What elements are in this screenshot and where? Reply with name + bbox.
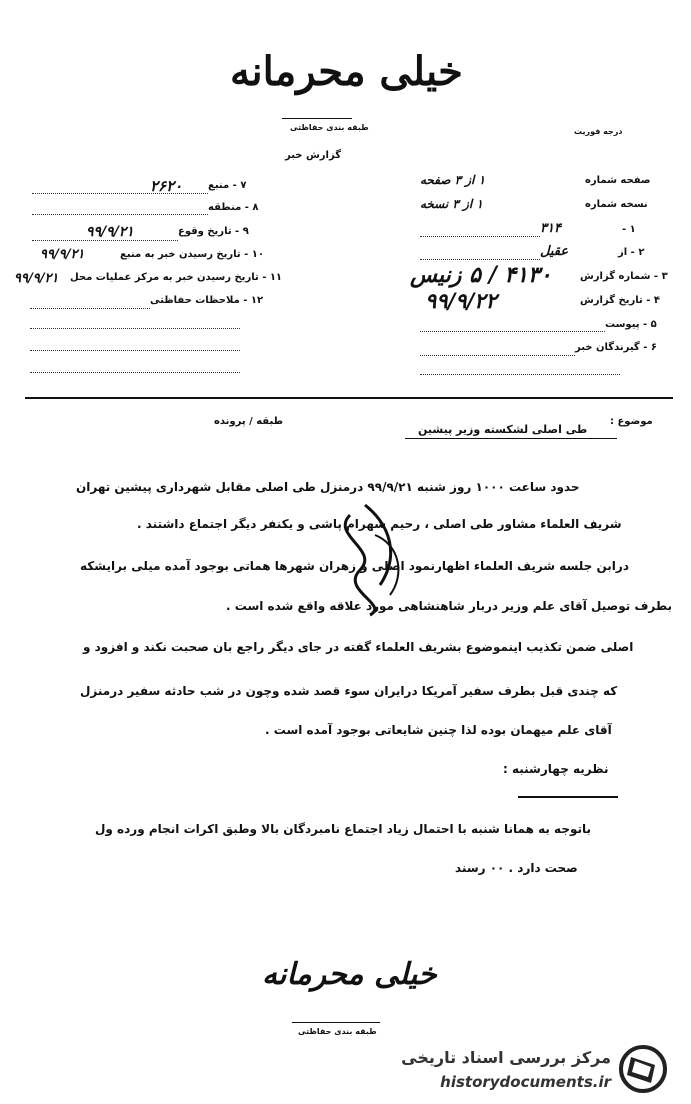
field-label: ۷ - منبع	[208, 180, 247, 191]
watermark-url[interactable]: historydocuments.ir	[440, 1073, 611, 1091]
signature-underline	[292, 1022, 380, 1023]
field-line	[420, 331, 605, 332]
field-value: ۹۹/۹/۲۱	[40, 247, 85, 262]
field-line	[32, 214, 208, 215]
field-value: ۹۹/۹/۲۱	[14, 271, 59, 286]
field-label: ۹ - تاریخ وقوع	[178, 226, 249, 237]
field-label: ۸ - منطقه	[208, 202, 259, 213]
field-value: ۴۱۳۰ / ۵ زنیس	[410, 262, 552, 288]
opinion-line: صحت دارد . ۰۰ رسند	[455, 861, 578, 875]
body-line: حدود ساعت ۱۰۰۰ روز شنبه ۹۹/۹/۲۱ درمنزل طی اصلی مقابل شهرداری پیشین تهران	[76, 480, 580, 494]
field-line	[32, 193, 208, 194]
field-value: ۱ از ۳ صفحه	[420, 173, 486, 187]
classification-heading: خیلی محرمانه	[230, 48, 463, 95]
field-label: ۴ - تاریخ گزارش	[580, 295, 660, 306]
field-line	[30, 328, 240, 329]
field-line	[30, 372, 240, 373]
archive-logo	[613, 1043, 673, 1095]
field-label: ۲ - از	[618, 247, 645, 258]
subject-underline	[405, 438, 617, 439]
field-value: ۹۹/۹/۲۱	[86, 224, 134, 240]
field-label: ۶ - گیرندگان خبر	[575, 342, 657, 353]
field-value: ۹۹/۹/۲۲	[425, 288, 497, 313]
field-line	[32, 240, 178, 241]
field-value: ۲۶۲۰	[150, 177, 183, 195]
field-label: ۱۱ - تاریخ رسیدن خبر به مرکز عملیات محل	[70, 272, 283, 283]
field-label: ۵ - پیوست	[605, 319, 657, 330]
body-line: بطرف توصیل آقای علم وزیر دربار شاهنشاهی مورد علاقه واقع شده است .	[226, 599, 673, 613]
opinion-rule	[518, 796, 618, 798]
signature-subtitle: طبقه بندی حفاظتی	[298, 1027, 377, 1036]
field-line	[30, 350, 240, 351]
field-label: نسخه شماره	[585, 199, 648, 210]
body-line: که چندی قبل بطرف سفیر آمریکا درایران سوء قصد شده وچون در شب حادثه سفیر درمنزل	[80, 684, 618, 698]
handwritten-annotation	[320, 495, 420, 625]
report-type: گزارش خبر	[285, 150, 342, 161]
field-label: ۱ -	[622, 224, 636, 235]
body-line: آقای علم میهمان بوده لذا چنین شایعاتی بوجود آمده است .	[265, 723, 612, 737]
field-label: ۱۰ - تاریخ رسیدن خبر به منبع	[120, 249, 264, 260]
opinion-label: نظریه چهارشنبه :	[503, 762, 609, 776]
body-line: شریف العلماء مشاور طی اصلی ، رحیم شهرام پاشی و یکنفر دیگر اجتماع داشتند .	[137, 517, 622, 531]
header-underline	[282, 118, 352, 119]
field-label: ۳ - شماره گزارش	[580, 271, 668, 282]
field-line	[420, 236, 540, 237]
field-line	[420, 374, 620, 375]
field-label: ۱۲ - ملاحظات حفاظتی	[150, 295, 264, 306]
body-line: اصلی ضمن تکذیب اینموضوع بشریف العلماء گفته در جای دیگر راجع بان صحبت نکند و افزود و	[83, 640, 634, 654]
classification-subtitle: طبقه بندی حفاظتی	[290, 123, 369, 132]
field-value: عقیل	[540, 244, 569, 259]
subject-label: موضوع :	[610, 416, 653, 427]
field-line	[420, 355, 575, 356]
watermark-title: مرکز بررسی اسناد تاریخی	[401, 1048, 611, 1067]
opinion-line: باتوجه به همانا شنبه با احتمال زیاد اجتماع نامبردگان بالا وطبق اکرات انجام ورده ول	[95, 822, 592, 836]
subject-side-label: طبقه / پرونده	[214, 416, 284, 427]
body-line: درابن جلسه شریف العلماء اظهارنمود اصلی و زهران شهرها هماتی بوجود آمده میلی برایشکه	[80, 559, 629, 573]
field-line	[30, 308, 150, 309]
signature-stamp: خیلی محرمانه	[262, 957, 437, 992]
field-value: ۳۱۴	[540, 221, 561, 236]
field-line	[420, 259, 540, 260]
subject-text: طی اصلی لشکسته وزیر پیشین	[418, 423, 588, 436]
priority-label: درجه فوریت	[574, 127, 623, 136]
section-divider	[25, 397, 673, 399]
field-label: صفحه شماره	[585, 175, 651, 186]
field-value: ۱ از ۳ نسخه	[420, 197, 483, 211]
